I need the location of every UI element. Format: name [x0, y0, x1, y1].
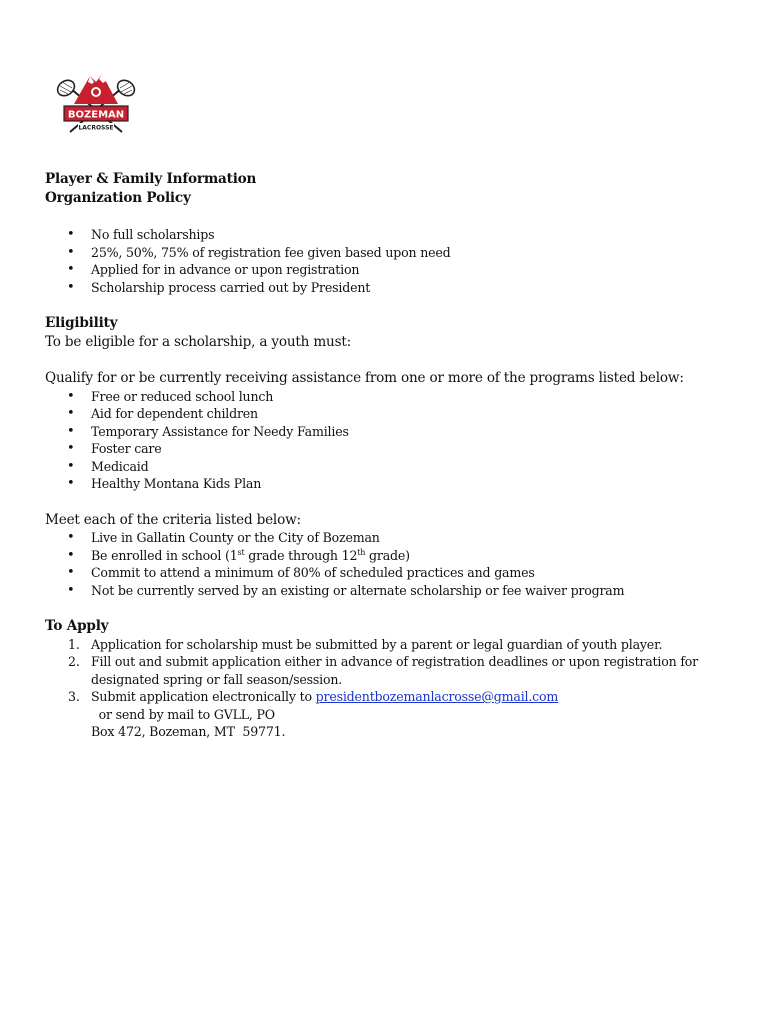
step-text: Application for scholarship must be submitted by a parent or legal guardian of youth player.	[91, 636, 663, 652]
programs-list	[45, 388, 735, 493]
list-item: • No full scholarships	[45, 226, 735, 244]
criteria-intro: Meet each of the criteria listed below:	[45, 511, 301, 528]
apply-heading: To Apply	[45, 618, 109, 634]
email-link[interactable]: presidentbozemanlacrosse@gmail.com	[315, 689, 559, 704]
eligibility-heading: Eligibility	[45, 315, 118, 331]
step-number: 2.	[68, 654, 80, 669]
list-item	[45, 688, 735, 741]
step-text: Box 472, Bozeman, MT 59771.	[91, 724, 286, 739]
list-item: • Temporary Assistance for Needy Families	[45, 423, 735, 441]
superscript: st	[237, 547, 245, 557]
bozeman-lacrosse-logo	[56, 62, 136, 138]
criteria-text: Be enrolled in school (1	[91, 547, 238, 563]
list-item: • 25%, 50%, 75% of registration fee given based upon need	[45, 244, 735, 262]
list-item: • Foster care	[45, 440, 735, 458]
list-item	[45, 547, 735, 565]
step-number: 1.	[68, 636, 80, 652]
step-text: Submit application electronically to	[91, 689, 316, 704]
superscript: th	[357, 547, 366, 557]
step-text: Fill out and submit application either in advance of registration deadlines or upon registration for	[91, 654, 699, 669]
logo-sport-text: LACROSSE	[78, 124, 114, 132]
criteria-text: grade through 12	[244, 547, 358, 563]
list-item: • Not be currently served by an existing or alternate scholarship or fee waiver program	[45, 582, 735, 600]
document-body	[45, 170, 735, 741]
programs-intro: Qualify for or be currently receiving assistance from one or more of the programs listed below:	[45, 370, 684, 386]
step-text: designated spring or fall season/session.	[91, 671, 343, 687]
criteria-list	[45, 529, 735, 599]
list-item: • Medicaid	[45, 458, 735, 476]
list-item: • Commit to attend a minimum of 80% of scheduled practices and games	[45, 564, 735, 582]
list-item: • Scholarship process carried out by President	[45, 279, 735, 297]
step-number: 3.	[68, 689, 80, 704]
policy-list	[45, 226, 735, 296]
list-item: • Live in Gallatin County or the City of Bozeman	[45, 529, 735, 547]
list-item: • Healthy Montana Kids Plan	[45, 475, 735, 493]
logo-team-text: BOZEMAN	[67, 109, 125, 121]
heading-subtitle: Organization Policy	[45, 189, 191, 206]
list-item: • Aid for dependent children	[45, 405, 735, 423]
list-item: • Free or reduced school lunch	[45, 388, 735, 406]
heading-title: Player & Family Information	[45, 171, 257, 187]
apply-steps	[45, 636, 735, 741]
list-item	[45, 636, 735, 654]
list-item	[45, 653, 735, 688]
eligibility-intro: To be eligible for a scholarship, a youth must:	[45, 333, 351, 350]
list-item: • Applied for in advance or upon registration	[45, 261, 735, 279]
criteria-text: grade)	[365, 547, 410, 563]
step-text: or send by mail to GVLL, PO	[91, 706, 275, 722]
